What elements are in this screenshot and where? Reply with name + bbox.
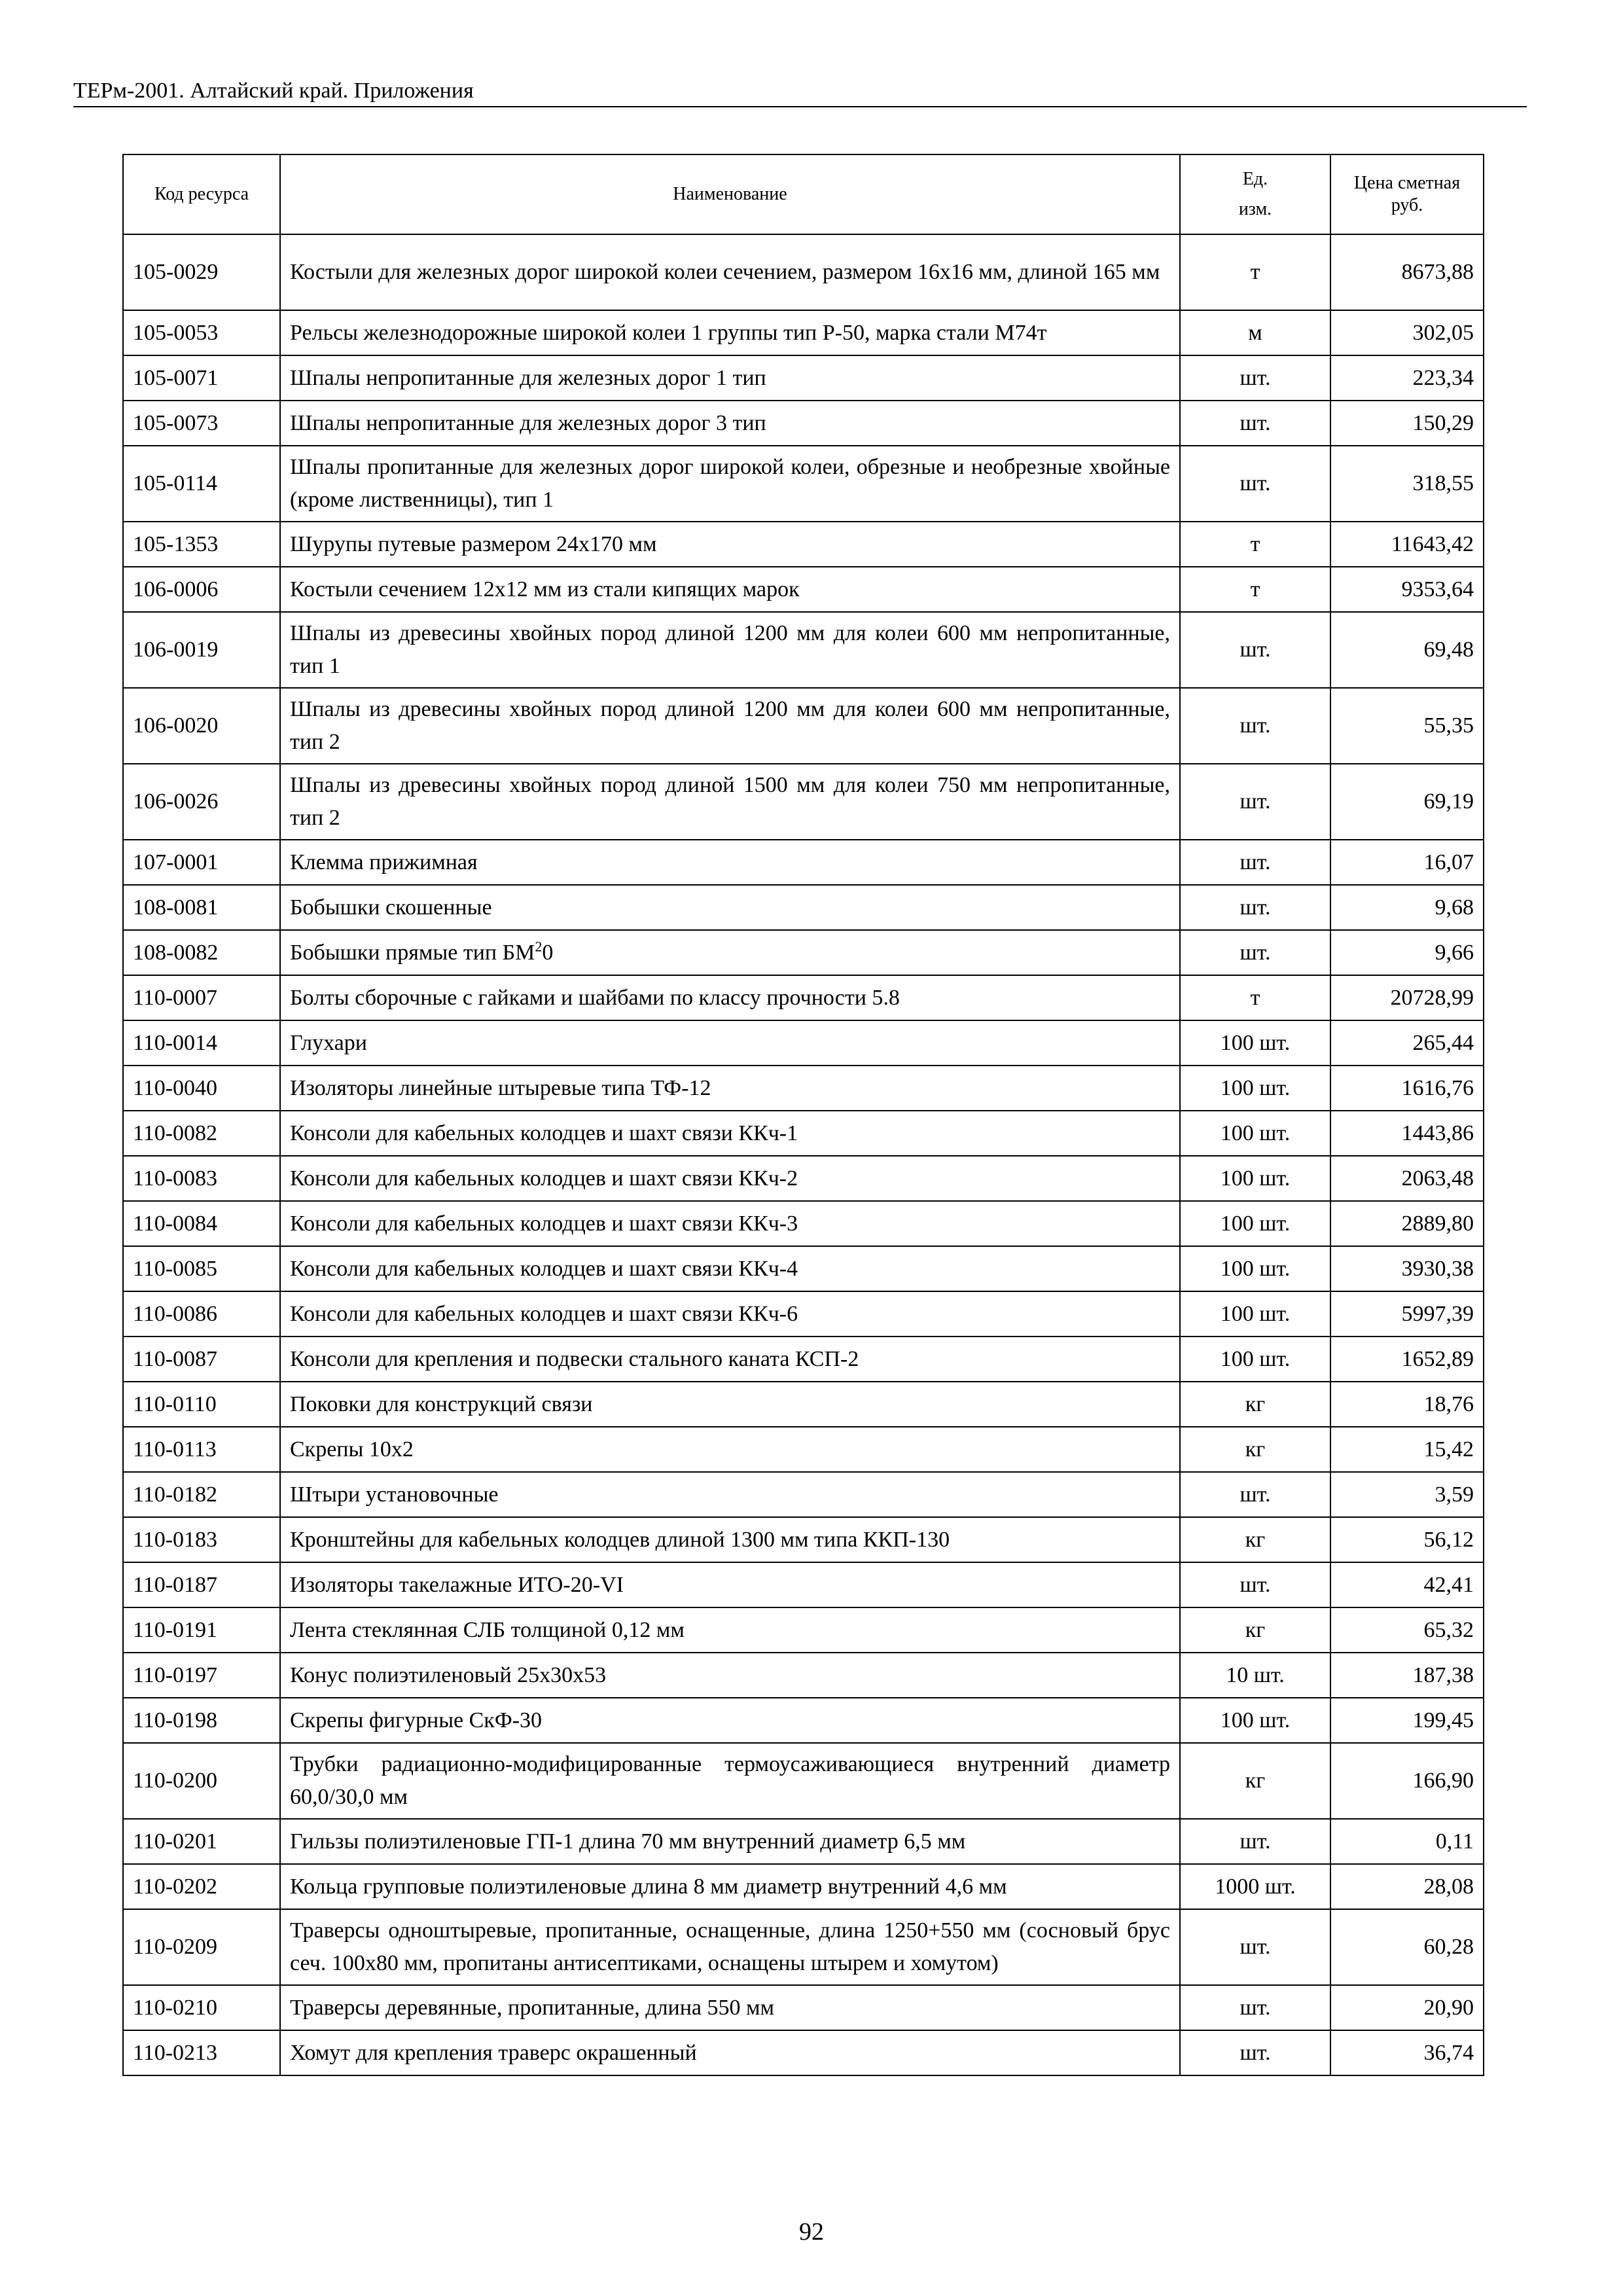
cell-resource-code: 107-0001	[123, 840, 280, 885]
cell-price: 265,44	[1330, 1020, 1484, 1066]
cell-resource-code: 105-0071	[123, 355, 280, 401]
cell-name: Траверсы деревянные, пропитанные, длина 550 мм	[280, 1985, 1180, 2030]
cell-resource-code: 110-0213	[123, 2030, 280, 2075]
table-row	[123, 1607, 1484, 1653]
cell-price: 318,55	[1330, 446, 1484, 522]
table-header-row	[123, 154, 1484, 234]
cell-unit: шт.	[1180, 2030, 1330, 2075]
cell-unit: шт.	[1180, 1472, 1330, 1517]
cell-name: Изоляторы линейные штыревые типа ТФ-12	[280, 1066, 1180, 1111]
cell-price: 69,48	[1330, 612, 1484, 688]
cell-price: 20,90	[1330, 1985, 1484, 2030]
table-row	[123, 1111, 1484, 1156]
table-row	[123, 688, 1484, 764]
cell-unit: 100 шт.	[1180, 1201, 1330, 1246]
cell-resource-code: 110-0007	[123, 975, 280, 1020]
cell-resource-code: 106-0006	[123, 567, 280, 612]
cell-price: 1652,89	[1330, 1336, 1484, 1382]
column-header-code: Код ресурса	[123, 154, 280, 234]
cell-unit: шт.	[1180, 1985, 1330, 2030]
cell-price: 9353,64	[1330, 567, 1484, 612]
cell-unit: шт.	[1180, 401, 1330, 446]
cell-unit: шт.	[1180, 840, 1330, 885]
cell-unit: 1000 шт.	[1180, 1864, 1330, 1909]
cell-price: 69,19	[1330, 764, 1484, 840]
cell-name: Кронштейны для кабельных колодцев длиной 1300 мм типа ККП-130	[280, 1517, 1180, 1562]
cell-price: 20728,99	[1330, 975, 1484, 1020]
column-header-unit	[1180, 154, 1330, 234]
cell-price: 2063,48	[1330, 1156, 1484, 1201]
table-row	[123, 1909, 1484, 1985]
cell-unit: 100 шт.	[1180, 1336, 1330, 1382]
cell-price: 3,59	[1330, 1472, 1484, 1517]
cell-unit: т	[1180, 567, 1330, 612]
cell-name: Изоляторы такелажные ИТО-20-VI	[280, 1562, 1180, 1607]
cell-resource-code: 110-0210	[123, 1985, 280, 2030]
cell-resource-code: 110-0110	[123, 1382, 280, 1427]
cell-unit: кг	[1180, 1427, 1330, 1472]
cell-name: Консоли для кабельных колодцев и шахт связи ККч-4	[280, 1246, 1180, 1291]
table-row	[123, 1472, 1484, 1517]
table-row	[123, 1562, 1484, 1607]
cell-price: 3930,38	[1330, 1246, 1484, 1291]
cell-unit: шт.	[1180, 446, 1330, 522]
cell-name: Лента стеклянная СЛБ толщиной 0,12 мм	[280, 1607, 1180, 1653]
cell-price: 187,38	[1330, 1653, 1484, 1698]
cell-resource-code: 110-0209	[123, 1909, 280, 1985]
cell-resource-code: 110-0198	[123, 1698, 280, 1743]
cell-unit: кг	[1180, 1607, 1330, 1653]
cell-name: Кольца групповые полиэтиленовые длина 8 мм диаметр внутренний 4,6 мм	[280, 1864, 1180, 1909]
cell-price: 1616,76	[1330, 1066, 1484, 1111]
cell-resource-code: 110-0083	[123, 1156, 280, 1201]
cell-resource-code: 105-0029	[123, 234, 280, 310]
cell-price: 0,11	[1330, 1819, 1484, 1864]
cell-resource-code: 110-0084	[123, 1201, 280, 1246]
column-header-price-line1: Цена сметная	[1353, 173, 1461, 193]
header-title: ТЕРм-2001. Алтайский край. Приложения	[73, 79, 474, 103]
cell-name: Шпалы непропитанные для железных дорог 1 тип	[280, 355, 1180, 401]
cell-unit: кг	[1180, 1382, 1330, 1427]
table-row	[123, 355, 1484, 401]
table-row	[123, 1020, 1484, 1066]
page-header	[73, 72, 1527, 107]
table-row	[123, 1985, 1484, 2030]
cell-resource-code: 105-0114	[123, 446, 280, 522]
cell-name: Трубки радиационно-модифицированные термоусаживающиеся внутренний диаметр 60,0/30,0 мм	[280, 1743, 1180, 1819]
cell-unit: 10 шт.	[1180, 1653, 1330, 1698]
table-row	[123, 975, 1484, 1020]
cell-unit: шт.	[1180, 885, 1330, 930]
table-row	[123, 1698, 1484, 1743]
table-row	[123, 1246, 1484, 1291]
table-row	[123, 764, 1484, 840]
cell-price: 302,05	[1330, 310, 1484, 355]
cell-price: 42,41	[1330, 1562, 1484, 1607]
cell-name: Шпалы из древесины хвойных пород длиной 1500 мм для колеи 750 мм непропитанные, тип 2	[280, 764, 1180, 840]
cell-resource-code: 110-0040	[123, 1066, 280, 1111]
cell-name: Костыли для железных дорог широкой колеи сечением, размером 16х16 мм, длиной 165 мм	[280, 234, 1180, 310]
cell-price: 5997,39	[1330, 1291, 1484, 1336]
cell-name: Костыли сечением 12х12 мм из стали кипящих марок	[280, 567, 1180, 612]
cell-unit: шт.	[1180, 1562, 1330, 1607]
cell-resource-code: 110-0113	[123, 1427, 280, 1472]
table-row	[123, 1201, 1484, 1246]
cell-price: 223,34	[1330, 355, 1484, 401]
cell-price: 150,29	[1330, 401, 1484, 446]
cell-name: Скрепы 10х2	[280, 1427, 1180, 1472]
table-row	[123, 1743, 1484, 1819]
table-row	[123, 1427, 1484, 1472]
cell-name: Траверсы одноштыревые, пропитанные, оснащенные, длина 1250+550 мм (сосновый брус сеч. 100х80 мм, пропитаны антисептиками, оснащены штырем и хомутом)	[280, 1909, 1180, 1985]
table-row	[123, 1336, 1484, 1382]
cell-name-superscript: 2	[535, 938, 543, 955]
table-row	[123, 446, 1484, 522]
cell-unit: шт.	[1180, 1909, 1330, 1985]
cell-resource-code: 108-0081	[123, 885, 280, 930]
cell-price: 16,07	[1330, 840, 1484, 885]
column-header-unit-line1: Ед.	[1242, 169, 1268, 189]
cell-price: 166,90	[1330, 1743, 1484, 1819]
cell-resource-code: 110-0183	[123, 1517, 280, 1562]
cell-unit: кг	[1180, 1517, 1330, 1562]
cell-price: 9,68	[1330, 885, 1484, 930]
cell-price: 2889,80	[1330, 1201, 1484, 1246]
table-row	[123, 1819, 1484, 1864]
cell-price: 8673,88	[1330, 234, 1484, 310]
cell-unit: т	[1180, 522, 1330, 567]
cell-resource-code: 110-0087	[123, 1336, 280, 1382]
table-row	[123, 930, 1484, 975]
cell-name-tail: 0	[542, 940, 554, 965]
cell-name: Поковки для конструкций связи	[280, 1382, 1180, 1427]
table-row	[123, 1066, 1484, 1111]
table-row	[123, 840, 1484, 885]
cell-unit: 100 шт.	[1180, 1020, 1330, 1066]
cell-name: Консоли для кабельных колодцев и шахт связи ККч-2	[280, 1156, 1180, 1201]
table-row	[123, 1653, 1484, 1698]
table-row	[123, 522, 1484, 567]
cell-resource-code: 110-0014	[123, 1020, 280, 1066]
cell-name: Хомут для крепления траверс окрашенный	[280, 2030, 1180, 2075]
cell-price: 60,28	[1330, 1909, 1484, 1985]
cell-price: 36,74	[1330, 2030, 1484, 2075]
table-row	[123, 1517, 1484, 1562]
cell-unit: шт.	[1180, 1819, 1330, 1864]
cell-unit: шт.	[1180, 355, 1330, 401]
cell-price: 9,66	[1330, 930, 1484, 975]
cell-name: Рельсы железнодорожные широкой колеи 1 группы тип Р-50, марка стали М74т	[280, 310, 1180, 355]
resource-price-table	[122, 154, 1484, 2076]
table-row	[123, 234, 1484, 310]
table-row	[123, 401, 1484, 446]
cell-resource-code: 110-0197	[123, 1653, 280, 1698]
cell-unit: кг	[1180, 1743, 1330, 1819]
cell-resource-code: 105-1353	[123, 522, 280, 567]
table-row	[123, 1382, 1484, 1427]
table-row	[123, 1156, 1484, 1201]
cell-name	[280, 930, 1180, 975]
cell-name: Конус полиэтиленовый 25х30х53	[280, 1653, 1180, 1698]
column-header-price-line2: руб.	[1391, 195, 1423, 215]
cell-name: Шурупы путевые размером 24х170 мм	[280, 522, 1180, 567]
cell-price: 11643,42	[1330, 522, 1484, 567]
table-row	[123, 2030, 1484, 2075]
cell-resource-code: 110-0182	[123, 1472, 280, 1517]
table-row	[123, 1291, 1484, 1336]
cell-name: Шпалы пропитанные для железных дорог широкой колеи, обрезные и необрезные хвойные (кроме лиственницы), тип 1	[280, 446, 1180, 522]
cell-unit: шт.	[1180, 930, 1330, 975]
cell-resource-code: 110-0085	[123, 1246, 280, 1291]
cell-price: 15,42	[1330, 1427, 1484, 1472]
cell-unit: шт.	[1180, 688, 1330, 764]
cell-name: Бобышки скошенные	[280, 885, 1180, 930]
page-number: 92	[799, 2218, 824, 2246]
column-header-name: Наименование	[280, 154, 1180, 234]
column-header-unit-line2: изм.	[1238, 199, 1272, 219]
table-row	[123, 310, 1484, 355]
cell-name: Шпалы из древесины хвойных пород длиной 1200 мм для колеи 600 мм непропитанные, тип 1	[280, 612, 1180, 688]
cell-unit: 100 шт.	[1180, 1698, 1330, 1743]
cell-resource-code: 110-0202	[123, 1864, 280, 1909]
cell-resource-code: 106-0026	[123, 764, 280, 840]
cell-unit: т	[1180, 234, 1330, 310]
cell-price: 1443,86	[1330, 1111, 1484, 1156]
cell-name: Консоли для кабельных колодцев и шахт связи ККч-3	[280, 1201, 1180, 1246]
cell-price: 18,76	[1330, 1382, 1484, 1427]
cell-unit: шт.	[1180, 612, 1330, 688]
cell-name: Шпалы непропитанные для железных дорог 3 тип	[280, 401, 1180, 446]
cell-resource-code: 110-0082	[123, 1111, 280, 1156]
cell-resource-code: 110-0086	[123, 1291, 280, 1336]
cell-name: Болты сборочные с гайками и шайбами по классу прочности 5.8	[280, 975, 1180, 1020]
cell-unit: 100 шт.	[1180, 1156, 1330, 1201]
table-row	[123, 885, 1484, 930]
cell-unit: 100 шт.	[1180, 1066, 1330, 1111]
cell-name: Гильзы полиэтиленовые ГП-1 длина 70 мм внутренний диаметр 6,5 мм	[280, 1819, 1180, 1864]
cell-name: Клемма прижимная	[280, 840, 1180, 885]
cell-unit: 100 шт.	[1180, 1246, 1330, 1291]
cell-unit: 100 шт.	[1180, 1291, 1330, 1336]
cell-resource-code: 110-0201	[123, 1819, 280, 1864]
cell-resource-code: 105-0073	[123, 401, 280, 446]
cell-price: 55,35	[1330, 688, 1484, 764]
cell-name: Глухари	[280, 1020, 1180, 1066]
cell-price: 199,45	[1330, 1698, 1484, 1743]
column-header-price	[1330, 154, 1484, 234]
cell-name: Консоли для кабельных колодцев и шахт связи ККч-6	[280, 1291, 1180, 1336]
table-row	[123, 1864, 1484, 1909]
cell-name: Штыри установочные	[280, 1472, 1180, 1517]
cell-name: Консоли для крепления и подвески стального каната КСП-2	[280, 1336, 1180, 1382]
cell-resource-code: 110-0187	[123, 1562, 280, 1607]
cell-name: Скрепы фигурные СкФ-30	[280, 1698, 1180, 1743]
table-row	[123, 612, 1484, 688]
cell-price: 65,32	[1330, 1607, 1484, 1653]
cell-resource-code: 110-0191	[123, 1607, 280, 1653]
cell-unit: шт.	[1180, 764, 1330, 840]
cell-unit: 100 шт.	[1180, 1111, 1330, 1156]
cell-resource-code: 106-0020	[123, 688, 280, 764]
cell-resource-code: 108-0082	[123, 930, 280, 975]
cell-unit: м	[1180, 310, 1330, 355]
cell-price: 56,12	[1330, 1517, 1484, 1562]
cell-resource-code: 110-0200	[123, 1743, 280, 1819]
cell-unit: т	[1180, 975, 1330, 1020]
table-row	[123, 567, 1484, 612]
cell-resource-code: 106-0019	[123, 612, 280, 688]
cell-name: Консоли для кабельных колодцев и шахт связи ККч-1	[280, 1111, 1180, 1156]
cell-name: Шпалы из древесины хвойных пород длиной 1200 мм для колеи 600 мм непропитанные, тип 2	[280, 688, 1180, 764]
cell-price: 28,08	[1330, 1864, 1484, 1909]
cell-resource-code: 105-0053	[123, 310, 280, 355]
cell-name-text: Бобышки прямые тип БМ	[290, 940, 535, 965]
